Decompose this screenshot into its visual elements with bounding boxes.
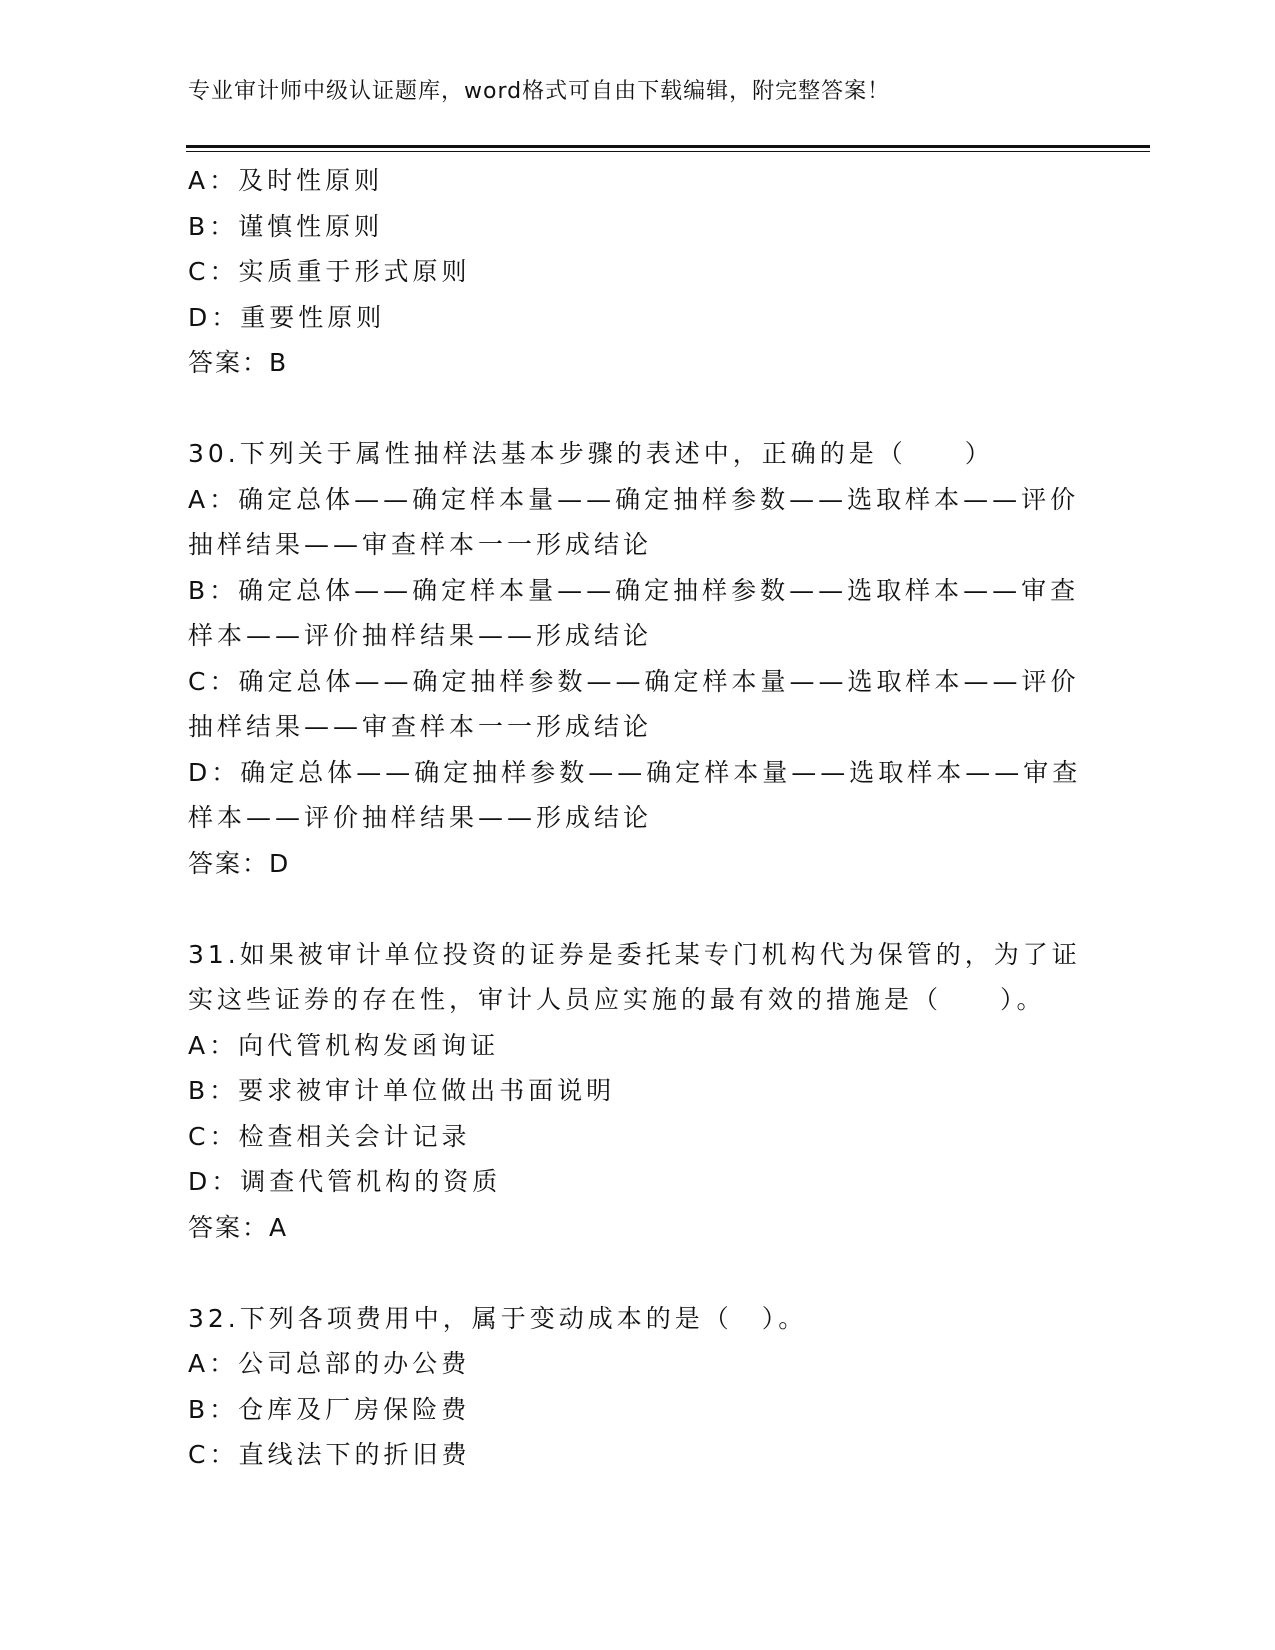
answer-line: 答案：A (188, 1212, 289, 1242)
question-stem-continued: 实这些证券的存在性，审计人员应实施的最有效的措施是（ ）。 (188, 985, 1046, 1014)
option-c: C：直线法下的折旧费 (188, 1440, 471, 1469)
option-b: B：谨慎性原则 (188, 211, 384, 241)
option-a: A：公司总部的办公费 (188, 1349, 471, 1378)
answer-line: 答案：B (188, 348, 289, 377)
option-b-continued: 样本——评价抽样结果——形成结论 (188, 621, 653, 650)
option-a-continued: 抽样结果——审查样本一一形成结论 (188, 530, 653, 559)
option-c: C：实质重于形式原则 (188, 257, 471, 286)
spacer (188, 386, 1088, 432)
question-stem: 30.下列关于属性抽样法基本步骤的表述中，正确的是（ ） (188, 439, 994, 468)
option-d: D：调查代管机构的资质 (188, 1167, 502, 1196)
page-header: 专业审计师中级认证题库，word格式可自由下载编辑，附完整答案！ (188, 79, 891, 104)
option-b: B：确定总体——确定样本量——确定抽样参数——选取样本——审查 (188, 575, 1080, 605)
option-c: C：检查相关会计记录 (188, 1121, 471, 1151)
answer-line: 答案：D (188, 848, 291, 878)
question-32 (188, 1296, 1088, 1478)
spacer (188, 1250, 1088, 1296)
question-30 (188, 431, 1088, 886)
header-rule-thick (186, 145, 1150, 148)
prev-question (188, 158, 1088, 386)
option-a: A：及时性原则 (188, 166, 384, 195)
question-31 (188, 932, 1088, 1251)
question-stem: 32.下列各项费用中，属于变动成本的是（ ）。 (188, 1303, 808, 1333)
question-stem: 31.如果被审计单位投资的证券是委托某专门机构代为保管的，为了证 (188, 939, 1081, 969)
option-a: A：向代管机构发函询证 (188, 1030, 500, 1060)
option-d-continued: 样本——评价抽样结果——形成结论 (188, 803, 653, 832)
option-d: D：重要性原则 (188, 302, 386, 332)
option-c-continued: 抽样结果——审查样本一一形成结论 (188, 712, 653, 741)
option-b: B：仓库及厂房保险费 (188, 1394, 471, 1424)
option-a: A：确定总体——确定样本量——确定抽样参数——选取样本——评价 (188, 484, 1080, 514)
header-rule-thin (186, 151, 1150, 152)
option-b: B：要求被审计单位做出书面说明 (188, 1076, 616, 1105)
spacer (188, 886, 1088, 932)
question-content (188, 158, 1088, 1478)
option-d: D：确定总体——确定抽样参数——确定样本量——选取样本——审查 (188, 757, 1082, 787)
option-c: C：确定总体——确定抽样参数——确定样本量——选取样本——评价 (188, 666, 1080, 696)
